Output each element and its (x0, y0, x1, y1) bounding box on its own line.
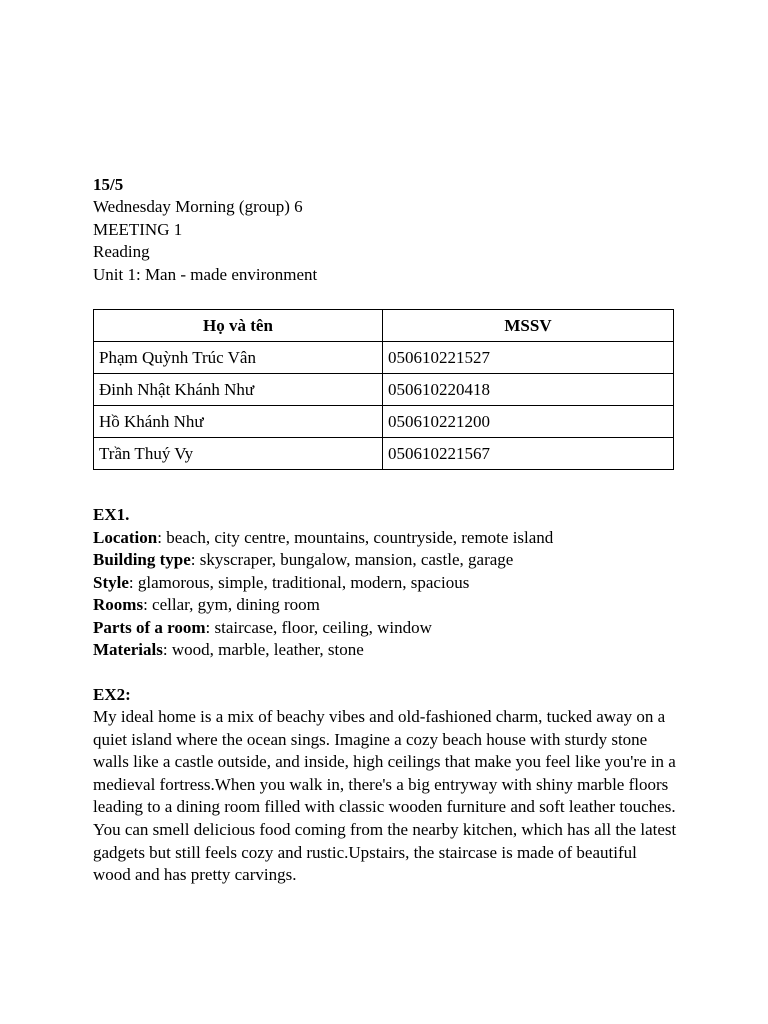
ex1-item-building-type (93, 549, 678, 572)
student-name: Trần Thuý Vy (94, 438, 383, 470)
table-row (94, 342, 674, 374)
student-id: 050610221200 (383, 406, 674, 438)
student-name: Hồ Khánh Như (94, 406, 383, 438)
student-name: Phạm Quỳnh Trúc Vân (94, 342, 383, 374)
table-header-row (94, 310, 674, 342)
ex1-section (93, 504, 678, 662)
header-name: Họ và tên (94, 310, 383, 342)
item-value: : skyscraper, bungalow, mansion, castle, garage (190, 550, 514, 569)
ex1-item-style (93, 572, 678, 595)
ex1-item-location (93, 527, 678, 550)
item-value: : staircase, floor, ceiling, window (205, 617, 432, 637)
ex2-title: EX2: (93, 684, 131, 704)
table-row (94, 374, 674, 406)
ex1-item-materials (93, 639, 678, 662)
table-row (94, 438, 674, 470)
ex1-item-parts-of-a-room (93, 617, 678, 640)
item-key: Style (93, 572, 129, 592)
item-value: : cellar, gym, dining room (143, 595, 320, 614)
student-id: 050610221567 (383, 438, 674, 470)
ex2-paragraph: My ideal home is a mix of beachy vibes and old-fashioned charm, tucked away on a quiet island where the ocean sings. Imagine a cozy beach house with sturdy stone walls like a castle outside, and inside, high ceilings that make you feel like you're in a medieval fortress.When you walk in, there's a big entryway with shiny marble floors leading to a dining room filled with classic wooden furniture and soft leather touches. You can smell delicious food coming from the nearby kitchen, which has all the latest gadgets but still feels cozy and rustic.Upstairs, the staircase is made of beautiful wood and has pretty carvings. (93, 707, 677, 885)
student-table (93, 309, 674, 470)
item-key: Building type (93, 550, 191, 569)
item-key: Rooms (93, 595, 144, 614)
item-key: Location (93, 527, 158, 547)
meeting-line: MEETING 1 (93, 219, 183, 239)
item-key: Materials (93, 640, 163, 659)
header-student-id: MSSV (383, 310, 674, 342)
group-line: Wednesday Morning (group) 6 (93, 197, 303, 216)
student-id: 050610220418 (383, 374, 674, 406)
skill-line: Reading (93, 242, 150, 261)
unit-line: Unit 1: Man - made environment (93, 264, 318, 284)
item-value: : glamorous, simple, traditional, modern, spacious (128, 572, 470, 592)
student-name: Đinh Nhật Khánh Như (94, 374, 383, 406)
ex1-item-rooms (93, 594, 678, 617)
date-heading: 15/5 (93, 175, 124, 194)
table-row (94, 406, 674, 438)
ex2-section (93, 684, 678, 887)
ex1-title: EX1. (93, 505, 130, 524)
item-value: : wood, marble, leather, stone (162, 640, 364, 659)
student-id: 050610221527 (383, 342, 674, 374)
item-key: Parts of a room (93, 617, 206, 637)
item-value: : beach, city centre, mountains, countryside, remote island (157, 527, 554, 547)
document-page (93, 174, 678, 887)
